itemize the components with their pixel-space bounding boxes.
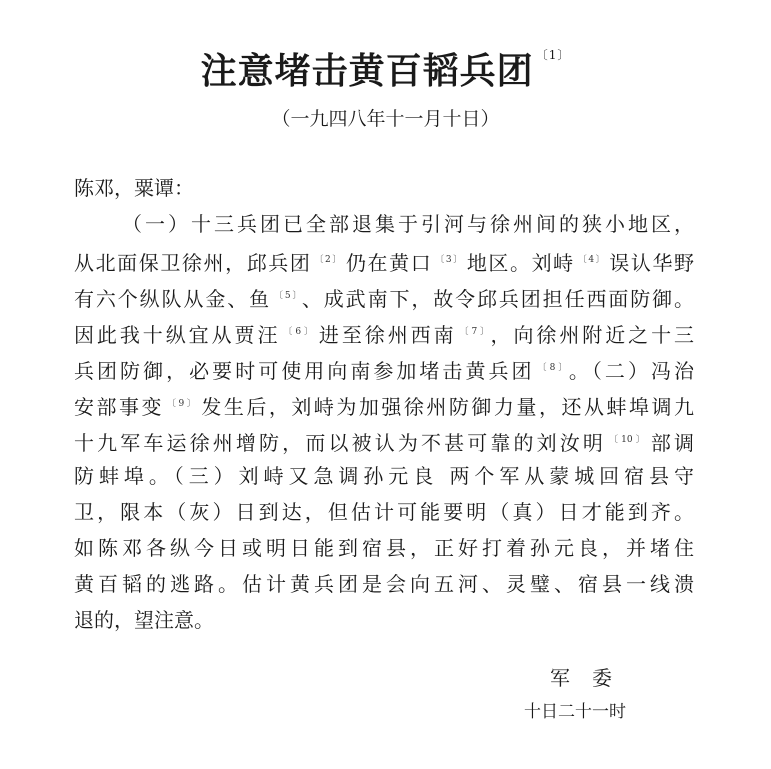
body-line [74, 462, 694, 490]
body-text: 安部事变 [74, 395, 165, 419]
signature: 军委 [550, 666, 634, 690]
body-text: 防蚌埠。（三）刘峙又急调孙元良 两个军从蒙城回宿县守 [74, 464, 694, 488]
body-text: 卫，限本（灰）日到达，但估计可能要明（真）日才能到齐。 [74, 500, 694, 524]
document-date: （一九四八年十一月十日） [271, 108, 500, 130]
footnote-marker: 〔2〕 [314, 255, 343, 265]
body-line [74, 534, 694, 562]
body-line [74, 318, 694, 349]
footnote-marker: 〔5〕 [274, 291, 299, 301]
body-text: 、成武南下，故令邱兵团担任西面防御。 [301, 287, 695, 311]
body-text: 如陈邓各纵今日或明日能到宿县，正好打着孙元良，并堵住 [74, 536, 694, 560]
body-text: 进至徐州西南 [318, 323, 457, 347]
footnote-marker: 〔9〕 [167, 399, 199, 409]
body-text: 十九军车运徐州增防，而以被认为不甚可靠的刘汝明 [74, 431, 607, 455]
body-line [74, 390, 694, 421]
salutation: 陈邓，粟谭： [74, 176, 194, 200]
page-title [0, 32, 771, 95]
body-line [74, 606, 694, 634]
title-text: 注意堵击黄百韬兵团 [200, 51, 534, 92]
footnote-marker: 〔10〕 [609, 435, 648, 445]
body-text: 退的，望注意。 [74, 608, 214, 632]
footnote-marker: 〔6〕 [283, 327, 316, 337]
footnote-marker: 〔7〕 [459, 327, 488, 337]
body-text: 误认华野 [609, 251, 695, 275]
body-line [74, 498, 694, 526]
body-text: 黄百韬的逃路。估计黄兵团是会向五河、灵璧、宿县一线溃 [74, 572, 694, 596]
body-line [122, 210, 694, 238]
body-text: ，向徐州附近之十三 [490, 323, 695, 347]
body-text: 兵团防御，必要时可使用向南参加堵击黄兵团 [74, 359, 535, 383]
body-text: 有六个纵队从金、鱼 [74, 287, 271, 311]
body-line [74, 426, 694, 457]
body-line [74, 570, 694, 598]
body-text: 。（二）冯治 [568, 359, 694, 383]
body-line [74, 282, 694, 313]
body-text: 仍在黄口 [345, 251, 433, 275]
body-text: （一）十三兵团已全部退集于引河与徐州间的狭小地区， [122, 212, 694, 236]
title-footnote-marker: 〔1〕 [535, 48, 571, 62]
body-text: 因此我十纵宜从贾汪 [74, 323, 281, 347]
body-text: 部调 [650, 431, 695, 455]
footnote-marker: 〔8〕 [537, 363, 566, 373]
body-text: 地区。刘峙 [466, 251, 575, 275]
signature-time: 十日二十一时 [524, 702, 626, 722]
body-line [74, 246, 694, 277]
body-text: 发生后，刘峙为加强徐州防御力量，还从蚌埠调九 [201, 395, 695, 419]
footnote-marker: 〔3〕 [435, 255, 464, 265]
body-text: 从北面保卫徐州，邱兵团 [74, 251, 312, 275]
body-line [74, 354, 694, 385]
footnote-marker: 〔4〕 [577, 255, 607, 265]
